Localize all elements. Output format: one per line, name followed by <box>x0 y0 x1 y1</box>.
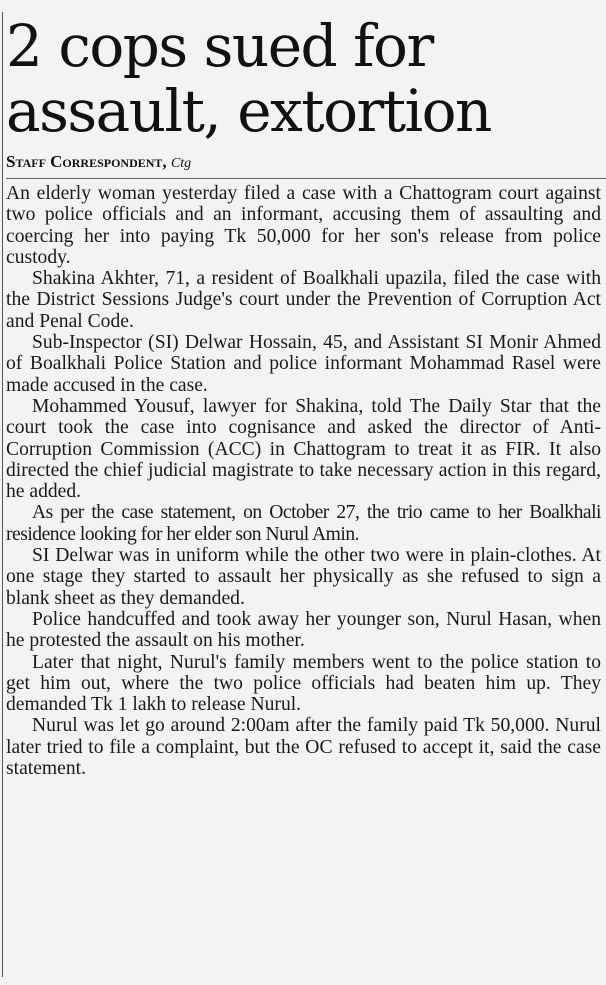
paragraph-8: Later that night, Nurul's family members went to the police station to get him out, where the two police officials had beaten him up. They demanded Tk 1 lakh to release Nurul. <box>6 651 601 716</box>
paragraph-5: As per the case statement, on October 27, the trio came to her Boalkhali residence looking for her elder son Nurul Amin. <box>6 502 601 545</box>
paragraph-9: Nurul was let go around 2:00am after the family paid Tk 50,000. Nurul later tried to file a complaint, but the OC refused to accept it, said the case statement. <box>6 715 601 780</box>
byline-author: Staff Correspondent, <box>6 152 167 171</box>
headline-line-2: assault, extortion <box>6 77 491 145</box>
column-rule <box>2 12 3 977</box>
paragraph-4: Mohammed Yousuf, lawyer for Shakina, told The Daily Star that the court took the case into cognisance and asked the director of Anti-Corruption Commission (ACC) in Chattogram to treat it as FIR. It also directed the chief judicial magistrate to take necessary action in this regard, he added. <box>6 395 601 503</box>
article-body <box>6 183 601 779</box>
byline-location: Ctg <box>170 156 192 171</box>
headline-line-1: 2 cops sued for <box>6 12 433 80</box>
paragraph-6: SI Delwar was in uniform while the other two were in plain-clothes. At one stage they started to assault her physically as she refused to sign a blank sheet as they demanded. <box>6 545 601 609</box>
paragraph-7: Police handcuffed and took away her younger son, Nurul Hasan, when he protested the assault on his mother. <box>6 608 601 652</box>
byline <box>6 150 602 174</box>
paragraph-1: An elderly woman yesterday filed a case with a Chattogram court against two police officials and an informant, accusing them of assaulting and coercing her into paying Tk 50,000 for her son's release from police custody. <box>6 183 601 268</box>
byline-divider <box>6 178 606 179</box>
paragraph-2: Shakina Akhter, 71, a resident of Boalkhali upazila, filed the case with the District Sessions Judge's court under the Prevention of Corruption Act and Penal Code. <box>6 268 601 332</box>
paragraph-3: Sub-Inspector (SI) Delwar Hossain, 45, and Assistant SI Monir Ahmed of Boalkhali Police Station and police informant Mohammad Rasel were made accused in the case. <box>6 332 601 396</box>
news-article <box>6 0 602 779</box>
headline <box>6 0 602 144</box>
